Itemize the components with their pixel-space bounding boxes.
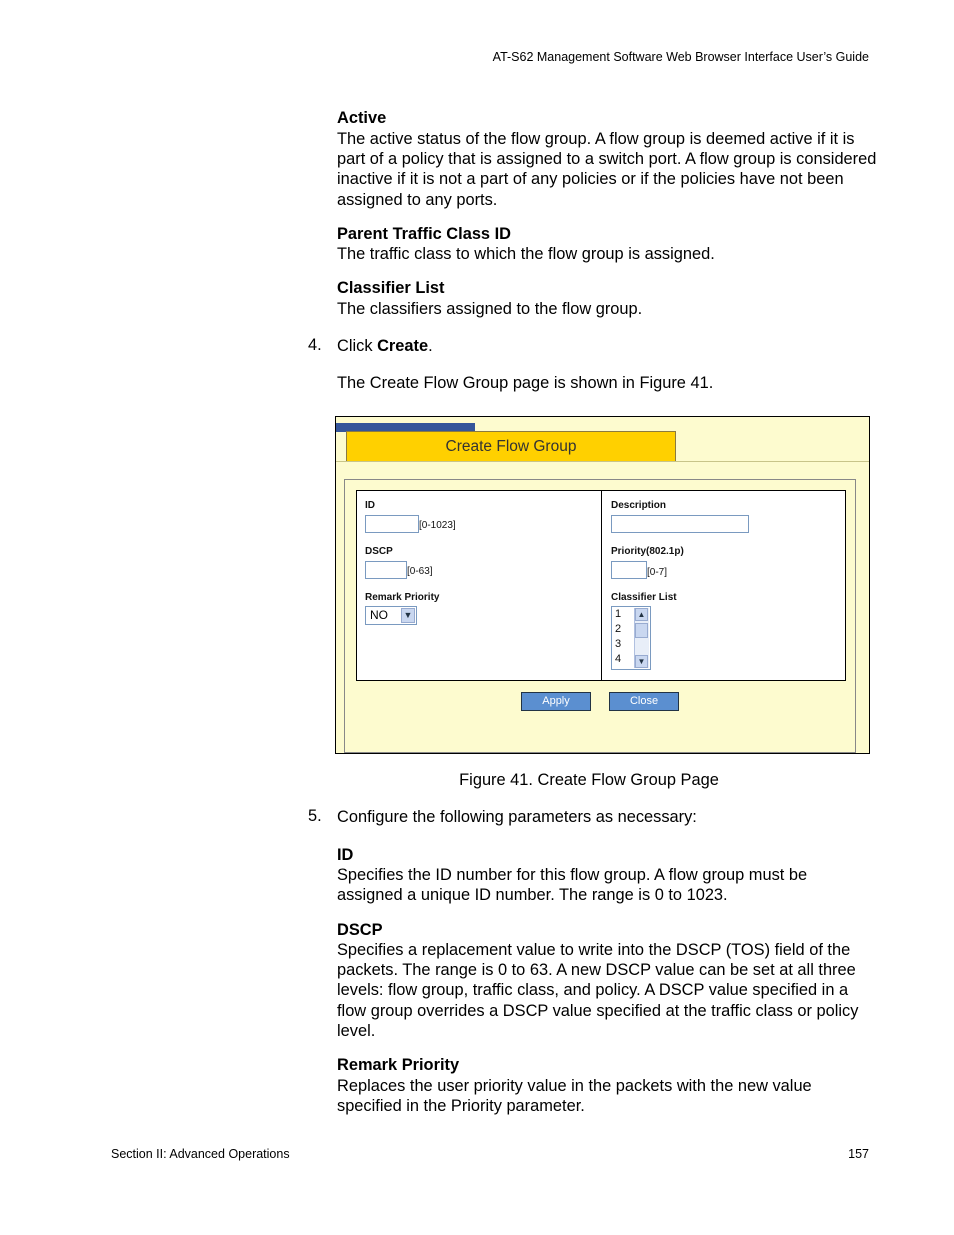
remark-priority-value: NO (370, 608, 388, 622)
running-header: AT-S62 Management Software Web Browser Interface User’s Guide (492, 50, 869, 64)
form-panel (344, 479, 856, 753)
list-item[interactable]: 3 (615, 638, 622, 650)
column-divider (601, 491, 602, 680)
priority-input[interactable] (611, 561, 647, 579)
priority-label: Priority(802.1p) (611, 546, 684, 557)
chevron-up-icon[interactable]: ▲ (635, 608, 648, 621)
param-desc-active: The active status of the flow group. A flow group is deemed active if it is part of a policy that is assigned to a switch port. A flow group is considered inactive if it is not a part of any policies or if the policies have not been assigned to any ports. (337, 130, 877, 209)
apply-button[interactable]: Apply (521, 692, 591, 711)
param-desc-dscp: Specifies a replacement value to write into the DSCP (TOS) field of the packets. The range is 0 to 63. A new DSCP value can be set at all three levels: flow group, traffic class, and policy. A DSCP value specified in a flow group overrides a DSCP value specified at the traffic class or policy level. (337, 941, 859, 1040)
step-5-text: Configure the following parameters as necessary: (337, 808, 697, 826)
step-4-note: The Create Flow Group page is shown in Figure 41. (337, 374, 714, 392)
id-input[interactable] (365, 515, 419, 533)
step-number-5: 5. (308, 807, 322, 825)
chevron-down-icon[interactable]: ▼ (635, 655, 648, 668)
description-input[interactable] (611, 515, 749, 533)
param-term-remark-priority: Remark Priority (337, 1056, 460, 1074)
dscp-range: [0-63] (407, 566, 433, 577)
footer-section: Section II: Advanced Operations (111, 1147, 290, 1161)
page-number: 157 (848, 1147, 869, 1161)
param-desc-remark-priority: Replaces the user priority value in the packets with the new value specified in the Priority parameter. (337, 1077, 812, 1116)
remark-priority-label: Remark Priority (365, 592, 440, 603)
param-desc-parent-traffic-class: The traffic class to which the flow group is assigned. (337, 245, 715, 263)
figure-caption: Figure 41. Create Flow Group Page (459, 771, 719, 789)
param-term-id: ID (337, 846, 354, 864)
param-term-classifier-list: Classifier List (337, 279, 445, 297)
close-button[interactable]: Close (609, 692, 679, 711)
param-desc-id: Specifies the ID number for this flow group. A flow group must be assigned a unique ID number. The range is 0 to 1023. (337, 866, 808, 905)
list-item[interactable]: 1 (615, 608, 622, 620)
tab-underline (336, 461, 869, 462)
list-item[interactable]: 4 (615, 653, 622, 665)
remark-priority-select[interactable] (365, 606, 417, 625)
priority-range: [0-7] (647, 567, 668, 578)
id-range: [0-1023] (419, 520, 456, 531)
step-number-4: 4. (308, 336, 322, 354)
param-term-active: Active (337, 109, 387, 127)
page-title-tab: Create Flow Group (346, 431, 676, 462)
form-fields-box (356, 490, 846, 681)
classifier-listbox[interactable] (611, 606, 651, 670)
scrollbar-thumb[interactable] (635, 623, 648, 638)
param-term-dscp: DSCP (337, 921, 383, 939)
list-item[interactable]: 2 (615, 623, 622, 635)
id-label: ID (365, 500, 375, 511)
param-desc-classifier-list: The classifiers assigned to the flow group. (337, 300, 643, 318)
description-label: Description (611, 500, 667, 511)
figure-create-flow-group (335, 416, 870, 754)
step-4-text: Click Create. (337, 337, 433, 355)
classifier-list-label: Classifier List (611, 592, 677, 603)
dscp-label: DSCP (365, 546, 393, 557)
chevron-down-icon[interactable]: ▼ (401, 608, 415, 623)
dscp-input[interactable] (365, 561, 407, 579)
param-term-parent-traffic-class: Parent Traffic Class ID (337, 225, 511, 243)
list-scrollbar[interactable] (634, 608, 649, 668)
